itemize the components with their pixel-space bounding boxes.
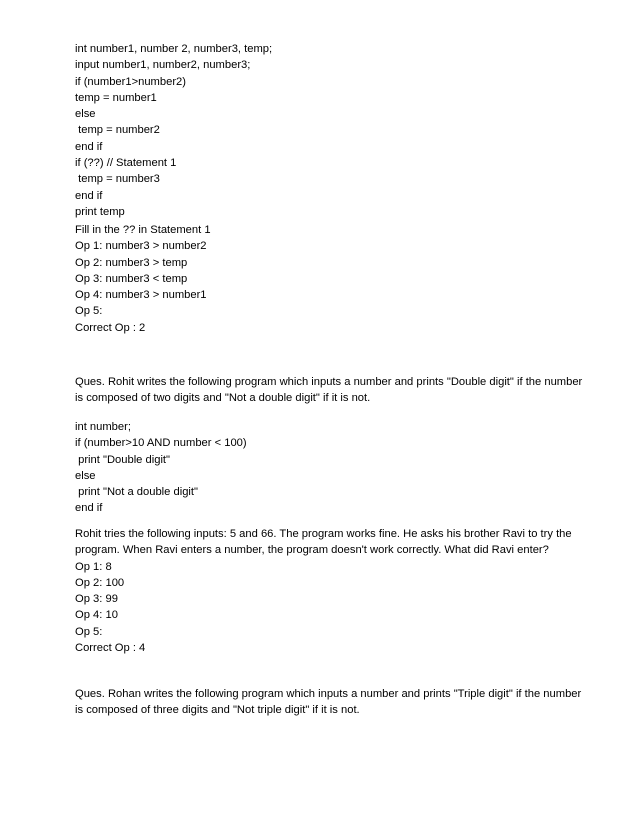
option-1: Op 1: number3 > number2 [75, 240, 207, 253]
code-line: input number1, number2, number3; [75, 59, 251, 72]
option-2: Op 2: 100 [75, 576, 125, 589]
correct-option: Correct Op : 2 [75, 321, 146, 334]
question-line: is composed of two digits and "Not a double digit" if it is not. [75, 392, 371, 405]
prompt-line: Fill in the ?? in Statement 1 [75, 224, 211, 236]
question-2-code [75, 419, 575, 517]
question-line: is composed of three digits and "Not triple digit" if it is not. [75, 704, 360, 717]
question-2-text [75, 374, 583, 407]
code-line: print "Double digit" [75, 453, 171, 466]
question-2-prompt [75, 526, 575, 656]
option-1: Op 1: 8 [75, 560, 112, 573]
code-line: end if [75, 502, 103, 515]
code-line: temp = number3 [75, 173, 160, 186]
option-3: Op 3: number3 < temp [75, 272, 188, 285]
code-line: print temp [75, 205, 125, 218]
question-line: Ques. Rohan writes the following program which inputs a number and prints "Triple digit" if the number [75, 688, 582, 700]
code-line: temp = number2 [75, 124, 160, 137]
code-line: if (number1>number2) [75, 75, 186, 88]
correct-option: Correct Op : 4 [75, 642, 146, 655]
option-5: Op 5: [75, 305, 103, 318]
code-line: temp = number1 [75, 91, 157, 104]
option-4: Op 4: 10 [75, 609, 118, 622]
code-line: else [75, 108, 96, 121]
question-3-text [75, 686, 582, 719]
code-line: if (number>10 AND number < 100) [75, 437, 247, 450]
question-1-code [75, 41, 575, 220]
prompt-line: Rohit tries the following inputs: 5 and 66. The program works fine. He asks his brother Ravi to try the [75, 528, 572, 540]
question-line: Ques. Rohit writes the following program which inputs a number and prints "Double digit" if the number [75, 376, 583, 388]
option-2: Op 2: number3 > temp [75, 256, 188, 269]
code-line: int number; [75, 421, 131, 433]
code-line: end if [75, 189, 103, 202]
option-4: Op 4: number3 > number1 [75, 289, 207, 302]
code-line: int number1, number 2, number3, temp; [75, 43, 273, 55]
code-line: end if [75, 140, 103, 153]
code-line: if (??) // Statement 1 [75, 157, 177, 170]
option-3: Op 3: 99 [75, 593, 118, 606]
code-line: print "Not a double digit" [75, 486, 198, 499]
option-5: Op 5: [75, 625, 103, 638]
question-1-prompt [75, 222, 575, 336]
code-line: else [75, 469, 96, 482]
prompt-line: program. When Ravi enters a number, the program doesn't work correctly. What did Ravi enter? [75, 544, 549, 557]
